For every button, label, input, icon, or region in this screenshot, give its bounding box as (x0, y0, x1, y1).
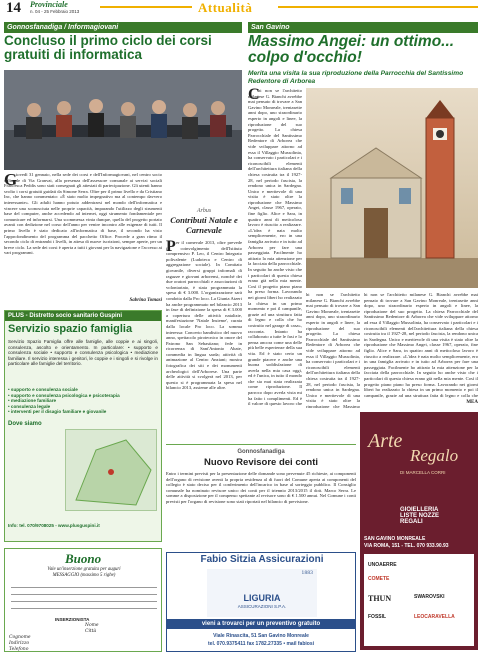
ad-plus-bullets (8, 387, 158, 415)
article4-box (166, 444, 356, 548)
brand-logo: Provinciale (30, 0, 68, 9)
message-lines[interactable] (11, 581, 157, 615)
article4-kicker: Gonnosfanadiga (237, 449, 285, 455)
brand-logo: LEOCARAVELLA (414, 614, 455, 620)
ad-plus-where: Dove siamo (8, 421, 42, 427)
list-item: LISTE NOZZE (400, 513, 439, 519)
article2-body: er il carnevale 2013, oltre prevede il coinvolgimento dell'Istituto comprensivo P. Leo, il Centro Integrato polivalente (Ludoteca e Centro di aggregazione sociale). In Comitato giovanile, diversi gruppi informali di ragazze e giovani arborensi, nonché dei due oratori parrocchiali e associazioni di volontariato, è stata programmata la spesa di € 3.000. L'organizzazione sarà condotta dalla Pro loco. La Giunta Atzeri ha anche programmato nel bilancio 2013 in fase di definizione la spesa di € 3.000 a copertura delle attività natalizie, manifestazione 'Natale Insieme', curata dalla locale Pro loco. La somma interessa: Concerto bandistico del nuovo anno, spettacolo pirotecnico in onore del Patrono San Sebastiano; fede in ricorrenza di Sant'Antonio Abate, commedia in lingua sarda; attività di animazione al Centro Anziani; mostra fotografica dei siti e dei monumenti archeologici dell'Arborese. Una parte delle attività si svolgerà nel 2013, per questo si è programmata la spesa nel bilancio 2013, assieme alle altre. (166, 240, 242, 391)
article3-author: MEA (466, 400, 478, 405)
ad-arte-owner: DI MARCELLA CORRI (400, 470, 446, 475)
masthead-rule-right (278, 6, 478, 8)
church-model (306, 88, 478, 288)
list-item: • interventi per il disagio familiare e giovanile (8, 409, 107, 415)
masthead (0, 0, 482, 16)
list-item: REGALI (400, 519, 423, 525)
church-model-photo (306, 88, 478, 288)
field-label: Telefono (9, 647, 29, 652)
map-graphic (66, 430, 158, 512)
article3-body-mid: hi non se l'architetto milanese G. Bianchi avrebbe mai pensato di trovare a San Gavino Monreale, trentasette anni dopo, uno straordinario esperto in angoli e linee, la riproduzione del suo progetto. La chiesa Parrocchiale del Santissimo Redentore di Arborea che vide sviluppare attorno ad essa il Villaggio Mussolinia, ha conservato i particolari e i riconoscibili elementi dell'architettura italiana della chiesa costruita tra il 1927-28, nel periodo fascista, la rendono unica in Sardegna. Unico e meritevole di una visita è stato oltre la riproduzione che Massimo (306, 292, 360, 408)
page-number: 14 (6, 0, 21, 16)
article2-body-wrap (166, 240, 242, 440)
field-label: Indirizzo (9, 641, 30, 646)
article1-body-wrap (4, 172, 162, 306)
issue-date: n. 04 - 25 Febbraio 2013 (30, 9, 80, 14)
article2-title: Contributi Natale e Carnevale (170, 215, 238, 235)
section-title: Attualità (198, 0, 253, 15)
list-item: • supporto e consulenza sociale (8, 387, 78, 392)
brand-logo: FOSSIL (368, 614, 387, 620)
article1-kicker: Gonnosfanadiga / Informagiovani (4, 22, 242, 33)
list-item: GIOIELLERIA (400, 507, 439, 513)
article4-body: Entro i termini previsti per la presentazione delle domande sono pervenute 45 richieste, ai componenti dell'organo di revisione aventi la propria residenza al di fuori del Comune aperta ai componenti del collegio è stato deciso per il conferimento dell'incarico in base al sorteggio pubblico. Il Consiglio comunale ha nominato revisore unico dei conti per il triennio 2013/2015 il dott. Marco Serra. Le somme a disposizione per il compenso spettante al revisore sono di € 1.500 annui. Nel Comune i conti previsti per l'organo di revisione sono stati riportati nel bilancio di previsione. (166, 471, 356, 504)
article3-col1 (248, 88, 302, 408)
article3-title: Massimo Angei: un ottimo... colpo d'occhio! (248, 33, 455, 66)
article1-body: iovedì 31 gennaio, nella sede dei corsi e dell'Informagiovani, nel centro socio culturale di Via Granvai, alla presenza dell'assessore comunale ai servizi sociali Francesca Peddis sono stati consegnati gli attestati di partecipazione. Gli utenti hanno svolto i corsi gratuiti guidati da Simone Serra. Oltre per il primo livello e da Cristiano Inc, che hanno commentato: «È stato molto impegnativo ma al contempo davvero interessante». Gli adulti hanno potuto addentrarsi nel mondo dell'informatica e vincere una sconosciuta nelle proprie capacità, imparando l'utilizzo degli strumenti base del computer, anche accedendo ad internet, oggi strumento fondamentale per comunicare ed informarsi. Una scommessa vinta dunque, quella del progetto portato avanti con dedizione nel corso dell'anno per venire incontro alle esigenze di tutti. Il primo livello è stato dedicato all'informatica di base, il secondo ha visto l'approfondimento del programma del pacchetto Office. Procede a gran ritmo il secondo ciclo di entrambi i livelli, in attesa di nuove iscrizioni, sempre aperte, per un breve ciclo. La sede dei corsi è aperta a tutti i giovani per la navigazione e l'accesso ai vari programmi. (4, 172, 162, 256)
ad-buono (4, 548, 162, 652)
article3-kicker: San Gavino (248, 22, 478, 33)
drop-cap: C (248, 86, 260, 103)
field-label: Città (85, 629, 97, 634)
ad-fabio-title: Fabio Sitzia Assicurazioni (200, 554, 324, 565)
list-item: • consulenza legale (8, 403, 51, 409)
brand-logo: UNOAERRE (368, 562, 397, 568)
article3-col3 (364, 292, 478, 408)
drop-cap: G (4, 170, 18, 189)
ad-fabio-brand: LIGURIA (243, 593, 281, 603)
ad-buono-sender: INSERZIONISTA (55, 617, 90, 622)
ad-arte-brands (364, 554, 474, 646)
ad-buono-line1: Vale un'inserzione gratuita per auguri (47, 567, 121, 572)
ad-fabio-brand-sub: ASSICURAZIONI S.P.A. (237, 604, 287, 609)
ad-arte-address: VIA ROMA, 151 - TEL. 070 933.90.93 (364, 543, 449, 549)
ad-plus-footer: Info: tel. 070/9708025 - www.plusguspini.it (8, 523, 100, 528)
ad-fabio (166, 552, 356, 652)
field-label: Nome (85, 623, 99, 628)
ad-plus-map (65, 429, 157, 511)
ad-arte-city: SAN GAVINO MONREALE (364, 536, 426, 542)
ad-fabio-slogan: vieni a trovarci per un preventivo gratuito (167, 619, 355, 629)
ad-arte-items (400, 507, 474, 525)
brand-logo: THUN (368, 594, 392, 603)
ad-fabio-logo-box (207, 569, 317, 617)
article1-author: Sabrina Tomasi (129, 298, 162, 303)
group-photo (4, 70, 242, 170)
brand-logo: COMETE (368, 576, 390, 582)
article3-subtitle: Merita una visita la sua riproduzione della Parrocchia del Santissimo Redentore di Arborea (248, 70, 464, 85)
ad-arte-title2: Regalo (410, 446, 459, 465)
ad-arte (360, 412, 478, 650)
ad-plus-header: PLUS - Distretto socio sanitario Guspini (5, 311, 161, 321)
article3-body-cont: hi non se l'architetto milanese G. Bianchi avrebbe mai pensato di trovare a San Gavino Monreale, trentasette anni dopo, uno straordinario esperto in angoli e linee, la riproduzione del suo progetto. La chiesa Parrocchiale del Santissimo Redentore di Arborea che vide sviluppare attorno ad essa il Villaggio Mussolinia, ha conservato i particolari e i riconoscibili elementi dell'architettura italiana della chiesa costruita tra il 1927-28, nel periodo fascista, la rendono unica in Sardegna. Unico e meritevole di una visita è stato oltre la riproduzione che Massimo Angei, classe 1967, operaio, fine figlio. Alice e Sara, in quattro anni di meticoloso lavoro è riuscito a realizzare. «L'idea è nata molto semplicemente, ero in una famiglia arrivato e in tutto ad Arborea per fare una passeggiata. Facilmente ho attirato la mia attenzione per la facciata della parrocchiale. In seguito ho anche visto che i particolari di questa chiesa erano già nella mia mente. Così il progetto piano piano ha preso forma. Lavorando nei giorni liberi ho realizzato la chiesa in un primo momento e poi il campanile, grazie ad una struttura fatta di legno e colla che (364, 292, 478, 398)
drop-cap: P (166, 238, 176, 255)
article3-body: hi non se l'architetto milanese G. Bianchi avrebbe mai pensato di trovare a San Gavino Monreale, trentasette anni dopo, uno straordinario esperto in angoli e linee, la riproduzione del suo progetto. La chiesa Parrocchiale del Santissimo Redentore di Arborea che vide sviluppare attorno ad essa il Villaggio Mussolinia, ha conservato i particolari e i riconoscibili elementi dell'architettura italiana della chiesa costruita tra il 1927-28, nel periodo fascista, la rendono unica in Sardegna. Unico e meritevole di una visita è stato oltre la riproduzione che Massimo Angei, classe 1967, operaio, fine figlio. Alice e Sara, in quattro anni di meticoloso lavoro è riuscito a realizzare. «L'idea è nata molto semplicemente, ero in una famiglia arrivato e in tutto ad Arborea per fare una passeggiata. Facilmente ho attirato la mia attenzione per la facciata della parrocchiale. In seguito ho anche visto che i particolari di questa chiesa erano già nella mia mente. Così il progetto piano piano ha preso forma. Lavorando nei giorni liberi ho realizzato la chiesa in un primo momento e poi il campanile, grazie ad una struttura fatta di legno e colla che ho costruito nel garage di casa», racconta. Intanto ha collaborato a tutte le fasi e lo pensa ancora come una delle più belle esperienze della sua vita. Ed è stato certo un grande piacere e anche una buona soddisfazione di averla nella mia casa oggi, ed è l'unica, in tutto il mondo che sia mai stata realizzata come riproduzione. Il parroco dopo averla vista mi ha fatto i complimenti. Ed è il valore di questo lavoro che (248, 88, 302, 406)
masthead-rule (100, 6, 192, 8)
ad-fabio-since: 1883 (301, 571, 313, 576)
list-item: • mediazione familiare (8, 398, 57, 404)
ad-arte-title: Arte (368, 430, 403, 452)
article1-title: Concluso il primo ciclo dei corsi gratuiti di informatica (4, 33, 212, 62)
ad-buono-line2: MESSAGGIO (massimo 5 righe) (52, 573, 116, 578)
ad-fabio-phone: tel. 070.9375411 fax 1782.27335 • mail fabiosi (208, 641, 314, 647)
ad-buono-title: Buono (65, 551, 102, 566)
ad-plus-body: Servizio Spazio Famiglia offre alle famiglie, alle coppie e ai singoli, consulenza, ascolto e orientamento. In particolare: • supporto e consulenza sociale • supporto e consulenza psicologica • mediazione familiare. Il servizio interessa i genitori, le coppie e i singoli e si rivolge in particolare alle famiglie del territorio. (8, 339, 158, 367)
ad-fabio-address: Viale Rinascita, 51 San Gavino Monreale (213, 633, 309, 639)
article2-kicker: Arbus (196, 208, 212, 214)
list-item: • supporto e consulenza psicologica e psicoterapia (8, 392, 120, 398)
ad-plus-title: Servizio spazio famiglia (8, 323, 133, 335)
ad-plus (4, 310, 162, 542)
article4-title: Nuovo Revisore dei conti (203, 457, 319, 468)
article1-photo (4, 70, 242, 170)
field-label: Cognome (9, 635, 31, 640)
brand-logo: SWAROVSKI (414, 594, 445, 600)
